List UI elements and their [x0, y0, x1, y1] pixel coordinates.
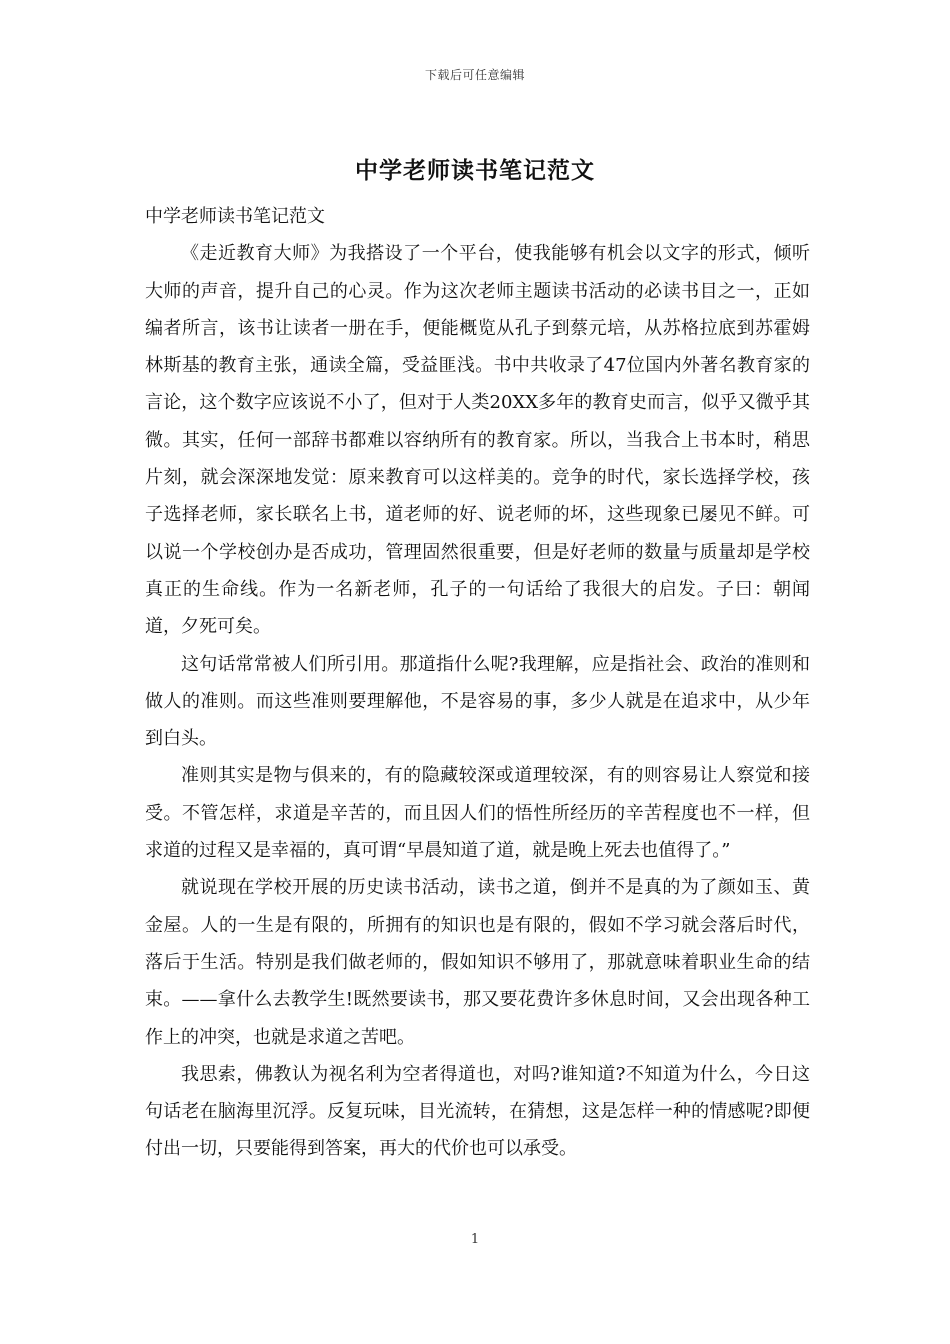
document-body	[145, 198, 810, 1168]
paragraph: 准则其实是物与俱来的，有的隐藏较深或道理较深，有的则容易让人察觉和接受。不管怎样，求道是辛苦的，而且因人们的悟性所经历的辛苦程度也不一样，但求道的过程又是幸福的，真可谓“早晨知道了道，就是晚上死去也值得了。”	[145, 765, 810, 862]
page-number: 1	[470, 1232, 480, 1247]
header-note: 下载后可任意编辑	[424, 68, 525, 82]
document-subtitle: 中学老师读书笔记范文	[145, 206, 325, 227]
document-title: 中学老师读书笔记范文	[355, 157, 595, 184]
paragraph: 我思索，佛教认为视名利为空者得道也，对吗?谁知道?不知道为什么，今日这句话老在脑海里沉浮。反复玩味，目光流转，在猜想，这是怎样一种的情感呢?即便付出一切，只要能得到答案，再大的代价也可以承受。	[145, 1063, 810, 1160]
paragraph: 《走近教育大师》为我搭设了一个平台，使我能够有机会以文字的形式，倾听大师的声音，提升自己的心灵。作为这次老师主题读书活动的必读书目之一，正如编者所言，该书让读者一册在手，便能概览从孔子到蔡元培，从苏格拉底到苏霍姆林斯基的教育主张，通读全篇，受益匪浅。书中共收录了47位国内外著名教育家的言论，这个数字应该说不小了，但对于人类20XX多年的教育史而言，似乎又微乎其微。其实，任何一部辞书都难以容纳所有的教育家。所以，当我合上书本时，稍思片刻，就会深深地发觉：原来教育可以这样美的。竞争的时代，家长选择学校，孩子选择老师，家长联名上书，道老师的好、说老师的坏，这些现象已屡见不鲜。可以说一个学校创办是否成功，管理固然很重要，但是好老师的数量与质量却是学校真正的生命线。作为一名新老师，孔子的一句话给了我很大的启发。子曰：朝闻道，夕死可矣。	[145, 243, 810, 638]
paragraph: 就说现在学校开展的历史读书活动，读书之道，倒并不是真的为了颜如玉、黄金屋。人的一生是有限的，所拥有的知识也是有限的，假如不学习就会落后时代，落后于生活。特别是我们做老师的，假如知识不够用了，那就意味着职业生命的结束。——拿什么去教学生!既然要读书，那又要花费许多休息时间，又会出现各种工作上的冲突，也就是求道之苦吧。	[145, 877, 810, 1048]
paragraph: 这句话常常被人们所引用。那道指什么呢?我理解，应是指社会、政治的准则和做人的准则。而这些准则要理解他，不是容易的事，多少人就是在追求中，从少年到白头。	[145, 653, 810, 750]
